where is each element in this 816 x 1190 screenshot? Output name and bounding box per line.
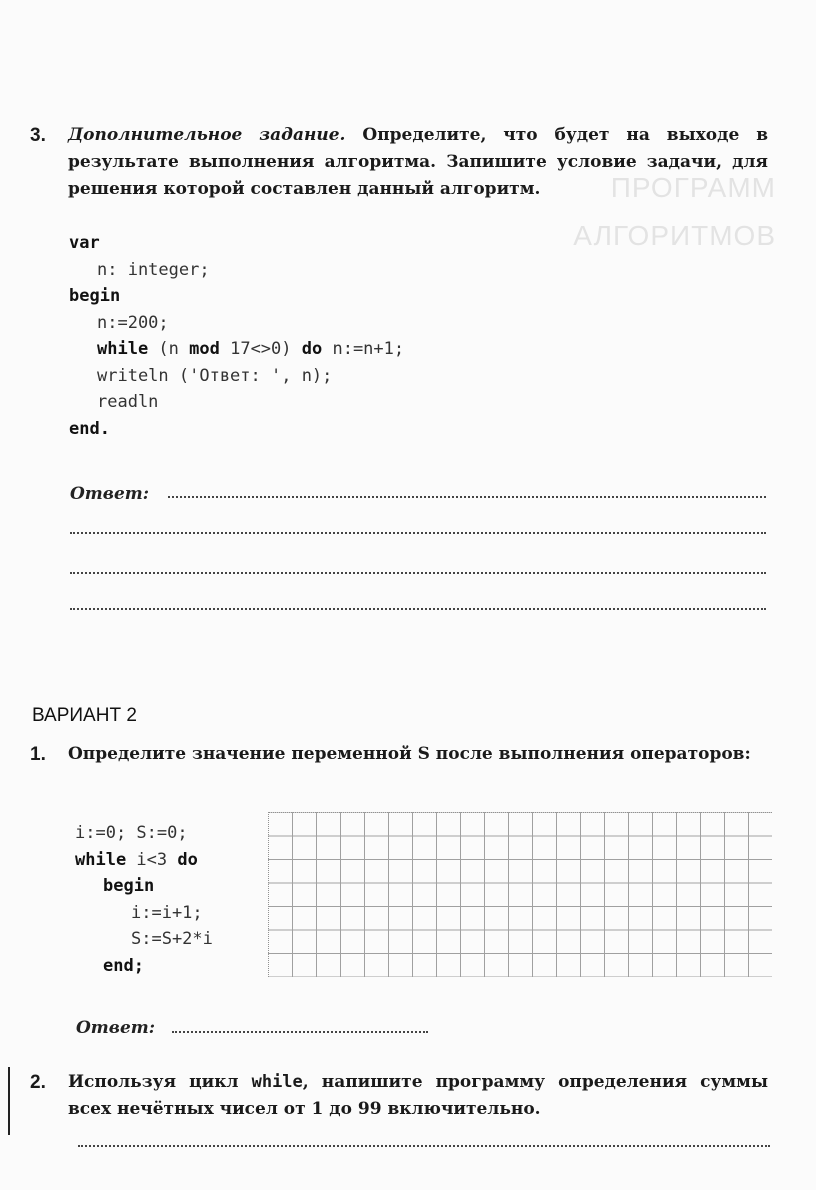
task-number: 2.	[30, 1072, 46, 1093]
code-text: n:=200;	[97, 312, 169, 333]
code-line	[69, 257, 404, 284]
task-text: Определите значение переменной S после выполнения операторов:	[68, 744, 751, 764]
code-text: n:=n+1;	[322, 339, 405, 359]
code-line	[75, 847, 213, 874]
task-body: Используя цикл	[68, 1072, 252, 1092]
code-line	[75, 820, 213, 847]
inline-keyword: while	[251, 1072, 303, 1092]
answer-label: Ответ:	[70, 484, 150, 504]
answer-line[interactable]	[70, 532, 766, 534]
keyword: end.	[69, 418, 110, 439]
code-block	[69, 230, 404, 442]
code-line	[69, 389, 404, 416]
code-text: i:=0; S:=0;	[75, 823, 188, 843]
keyword: end;	[103, 955, 144, 976]
keyword: var	[69, 233, 100, 253]
task-2	[30, 1069, 768, 1123]
task-number: 1.	[30, 744, 46, 765]
margin-mark	[8, 1067, 10, 1135]
code-line	[69, 363, 404, 390]
answer-line[interactable]	[168, 496, 766, 498]
keyword: while	[75, 849, 127, 870]
task-text	[68, 1069, 768, 1123]
task-number: 3.	[30, 125, 46, 146]
task-body: Определите, что будет на выходе в результате выполнения алгоритма. Запишите условие задачи, для решения которой составлен данный алгоритм.	[68, 125, 769, 199]
task-text	[68, 122, 768, 203]
code-text: writeln ('Ответ: ', n);	[97, 365, 333, 386]
bleed-through-text: АЛГОРИТМОВ	[573, 220, 776, 251]
code-text: S:=S+2*i	[131, 929, 213, 949]
keyword: mod	[189, 339, 220, 359]
keyword: do	[177, 849, 198, 870]
code-line	[69, 310, 404, 337]
code-line	[69, 230, 404, 257]
code-line	[69, 283, 404, 310]
code-text: n: integer;	[97, 259, 210, 280]
code-text: i:=i+1;	[131, 902, 203, 923]
variant-heading: ВАРИАНТ 2	[32, 705, 137, 726]
answer-label: Ответ:	[76, 1018, 156, 1038]
code-text: i<3	[126, 849, 178, 870]
answer-line[interactable]	[70, 572, 766, 574]
keyword: do	[301, 339, 323, 359]
code-line	[75, 926, 213, 953]
code-line	[75, 953, 213, 980]
code-block	[75, 820, 213, 979]
answer-line[interactable]	[78, 1145, 770, 1147]
bleed-through-text: ПРОГРАММ	[610, 172, 776, 203]
scratch-grid[interactable]	[268, 812, 772, 977]
task-lead: Дополнительное задание.	[68, 125, 346, 145]
code-text: 17<>0)	[219, 339, 302, 359]
task-body: , напишите программу определения суммы всех нечётных чисел от 1 до 99 включительно.	[68, 1072, 768, 1119]
keyword: while	[97, 339, 149, 359]
task-3	[30, 122, 768, 203]
task-1	[30, 741, 768, 768]
code-line	[69, 416, 404, 443]
keyword: begin	[69, 286, 121, 306]
answer-line[interactable]	[70, 608, 766, 610]
code-line	[75, 900, 213, 927]
code-text: readln	[97, 392, 159, 412]
code-line	[75, 873, 213, 900]
keyword: begin	[103, 876, 155, 896]
answer-line[interactable]	[172, 1031, 428, 1033]
code-text: (n	[148, 339, 190, 359]
code-line	[69, 336, 404, 363]
